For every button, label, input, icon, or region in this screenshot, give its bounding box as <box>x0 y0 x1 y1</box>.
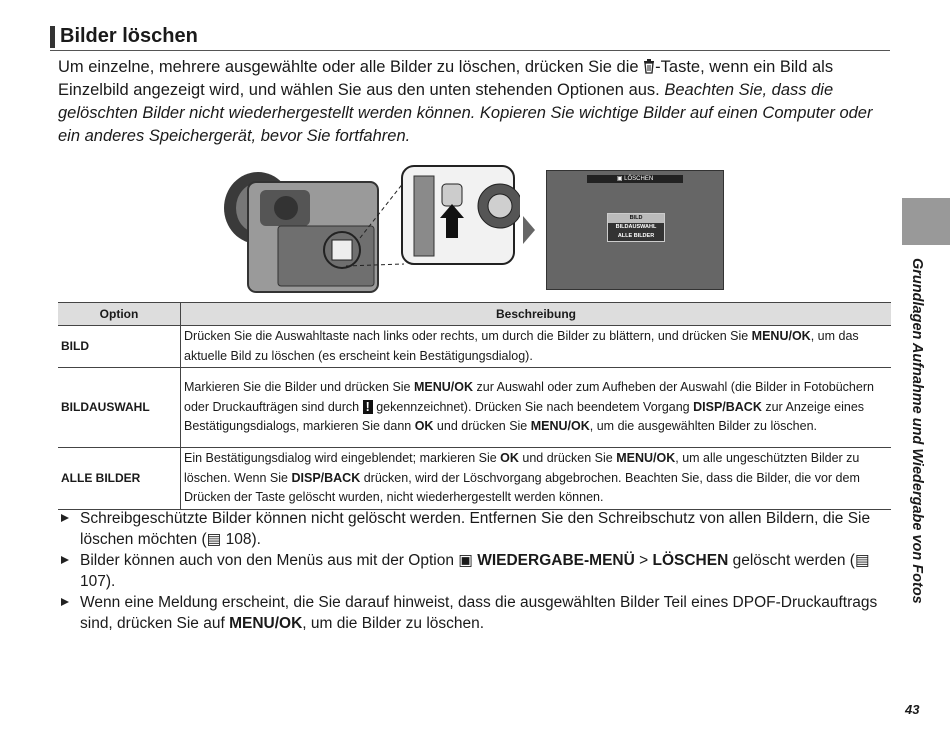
note-text: gelöscht werden ( <box>728 552 855 569</box>
screen-header <box>587 175 683 183</box>
intro-text-1: Um einzelne, mehrere ausgewählte oder alle Bilder zu löschen, drücken Sie die <box>58 58 644 76</box>
table-row <box>58 448 891 510</box>
option-cell: BILD <box>58 326 181 368</box>
note-text: , um die Bilder zu löschen. <box>302 615 485 632</box>
page-number: 43 <box>905 702 920 717</box>
desc-text: , um das aktuelle Bild zu löschen (es erscheint kein Bestätigungsdialog). <box>184 329 859 363</box>
note-icon <box>60 513 70 523</box>
key-label: DISP/BACK <box>291 470 361 485</box>
key-label: OK <box>500 451 519 465</box>
key-label: MENU/OK <box>530 419 590 434</box>
chapter-label-text: Grundlagen Aufnahme und Wiedergabe von Fotos <box>909 258 925 604</box>
lcd-screen <box>546 170 724 290</box>
screen-menu <box>607 213 665 242</box>
note-icon <box>60 555 70 565</box>
desc-text: und drücken Sie <box>433 419 531 434</box>
intro-text-2: -Taste, wenn ein Bild als Einzelbild angezeigt wird, und wählen Sie aus den unten stehenden Optionen aus. <box>58 58 834 99</box>
key-label: MENU/OK <box>616 451 676 465</box>
arrow-right-icon <box>523 216 535 244</box>
key-label: OK <box>414 419 434 434</box>
desc-text: zur Anzeige eines Bestätigungsdialogs, markieren Sie dann <box>184 399 865 434</box>
playback-menu-icon: ▣ <box>458 552 478 569</box>
key-label: DISP/BACK <box>693 399 762 414</box>
page-reference[interactable]: 107 <box>80 573 106 590</box>
notes-list <box>58 508 888 634</box>
note-text: Bilder können auch von den Menüs aus mit der Option <box>80 552 459 569</box>
print-order-icon: ! <box>363 400 373 414</box>
options-table <box>58 302 891 510</box>
desc-text: Drücken Sie die Auswahltaste nach links oder rechts, um durch die Bilder zu blättern, und drücken Sie <box>184 329 752 343</box>
intro-paragraph <box>58 56 888 148</box>
menu-item-name: LÖSCHEN <box>652 552 729 569</box>
column-header-description: Beschreibung <box>181 303 892 326</box>
note-text: Schreibgeschützte Bilder können nicht gelöscht werden. Entfernen Sie den Schreibschutz von allen Bildern, die Sie löschen möchten ( <box>80 510 871 548</box>
intro-warning: Beachten Sie, dass die gelöschten Bilder nicht wiederhergestellt werden können. Kopieren Sie wichtige Bilder auf einen Computer oder ein anderes Speichergerät, bevor Sie fortfahren. <box>58 81 873 145</box>
note-item <box>58 592 888 634</box>
screen-header-label: LÖSCHEN <box>624 176 654 182</box>
note-text: ). <box>251 531 261 548</box>
note-text: Wenn eine Meldung erscheint, die Sie darauf hinweist, dass die ausgewählten Bilder Teil eines DPOF-Druckauftrags sind, drücken Sie auf <box>80 594 878 632</box>
desc-text: , um die ausgewählten Bilder zu löschen. <box>589 419 817 434</box>
table-row <box>58 326 891 368</box>
description-cell <box>181 326 892 368</box>
note-text: ). <box>105 573 116 590</box>
option-cell: ALLE BILDER <box>58 448 181 510</box>
desc-text: zur Auswahl oder zum Aufheben der Auswahl (die Bilder in Fotobüchern oder Druckaufträgen sind durch <box>184 380 874 414</box>
title-marker <box>50 26 55 48</box>
description-cell <box>181 448 892 510</box>
description-cell <box>181 368 892 448</box>
option-cell: BILDAUSWAHL <box>58 368 181 448</box>
camera-illustration <box>220 160 520 295</box>
page-reference[interactable]: 108 <box>225 531 252 548</box>
menu-name: WIEDERGABE-MENÜ <box>477 552 635 569</box>
book-icon: ▤ <box>854 552 870 569</box>
key-label: MENU/OK <box>751 329 811 343</box>
page-title: Bilder löschen <box>60 25 198 47</box>
book-icon: ▤ <box>206 531 226 548</box>
trash-icon <box>643 59 655 74</box>
playback-menu-icon: ▣ <box>616 176 625 182</box>
key-label: MENU/OK <box>229 615 303 632</box>
chapter-label <box>895 258 935 678</box>
table-header-row <box>58 303 891 326</box>
note-item <box>58 550 888 592</box>
menu-separator: > <box>634 552 653 569</box>
screen-menu-item: BILDAUSWAHL <box>615 224 657 230</box>
desc-text: und drücken Sie <box>518 451 617 465</box>
title-rule <box>50 24 890 51</box>
key-label: MENU/OK <box>413 380 474 395</box>
table-row <box>58 368 891 448</box>
desc-text: gekennzeichnet). Drücken Sie nach beendetem Vorgang <box>372 399 694 414</box>
column-header-option: Option <box>58 303 181 326</box>
note-icon <box>60 597 70 607</box>
desc-text: drücken, wird der Löschvorgang abgebrochen. Beachten Sie, dass die Bilder, die vor dem Drücken der Taste gelöscht wurden, nicht wiederhergestellt werden können. <box>184 470 860 504</box>
desc-text: Ein Bestätigungsdialog wird eingeblendet; markieren Sie <box>184 451 501 465</box>
note-item <box>58 508 888 550</box>
desc-text: Markieren Sie die Bilder und drücken Sie <box>184 380 414 395</box>
chapter-tab <box>902 198 950 245</box>
desc-text: , um alle ungeschützten Bilder zu löschen. Wenn Sie <box>184 451 860 485</box>
screen-menu-item: ALLE BILDER <box>617 233 655 239</box>
screen-menu-item: BILD <box>608 214 664 223</box>
